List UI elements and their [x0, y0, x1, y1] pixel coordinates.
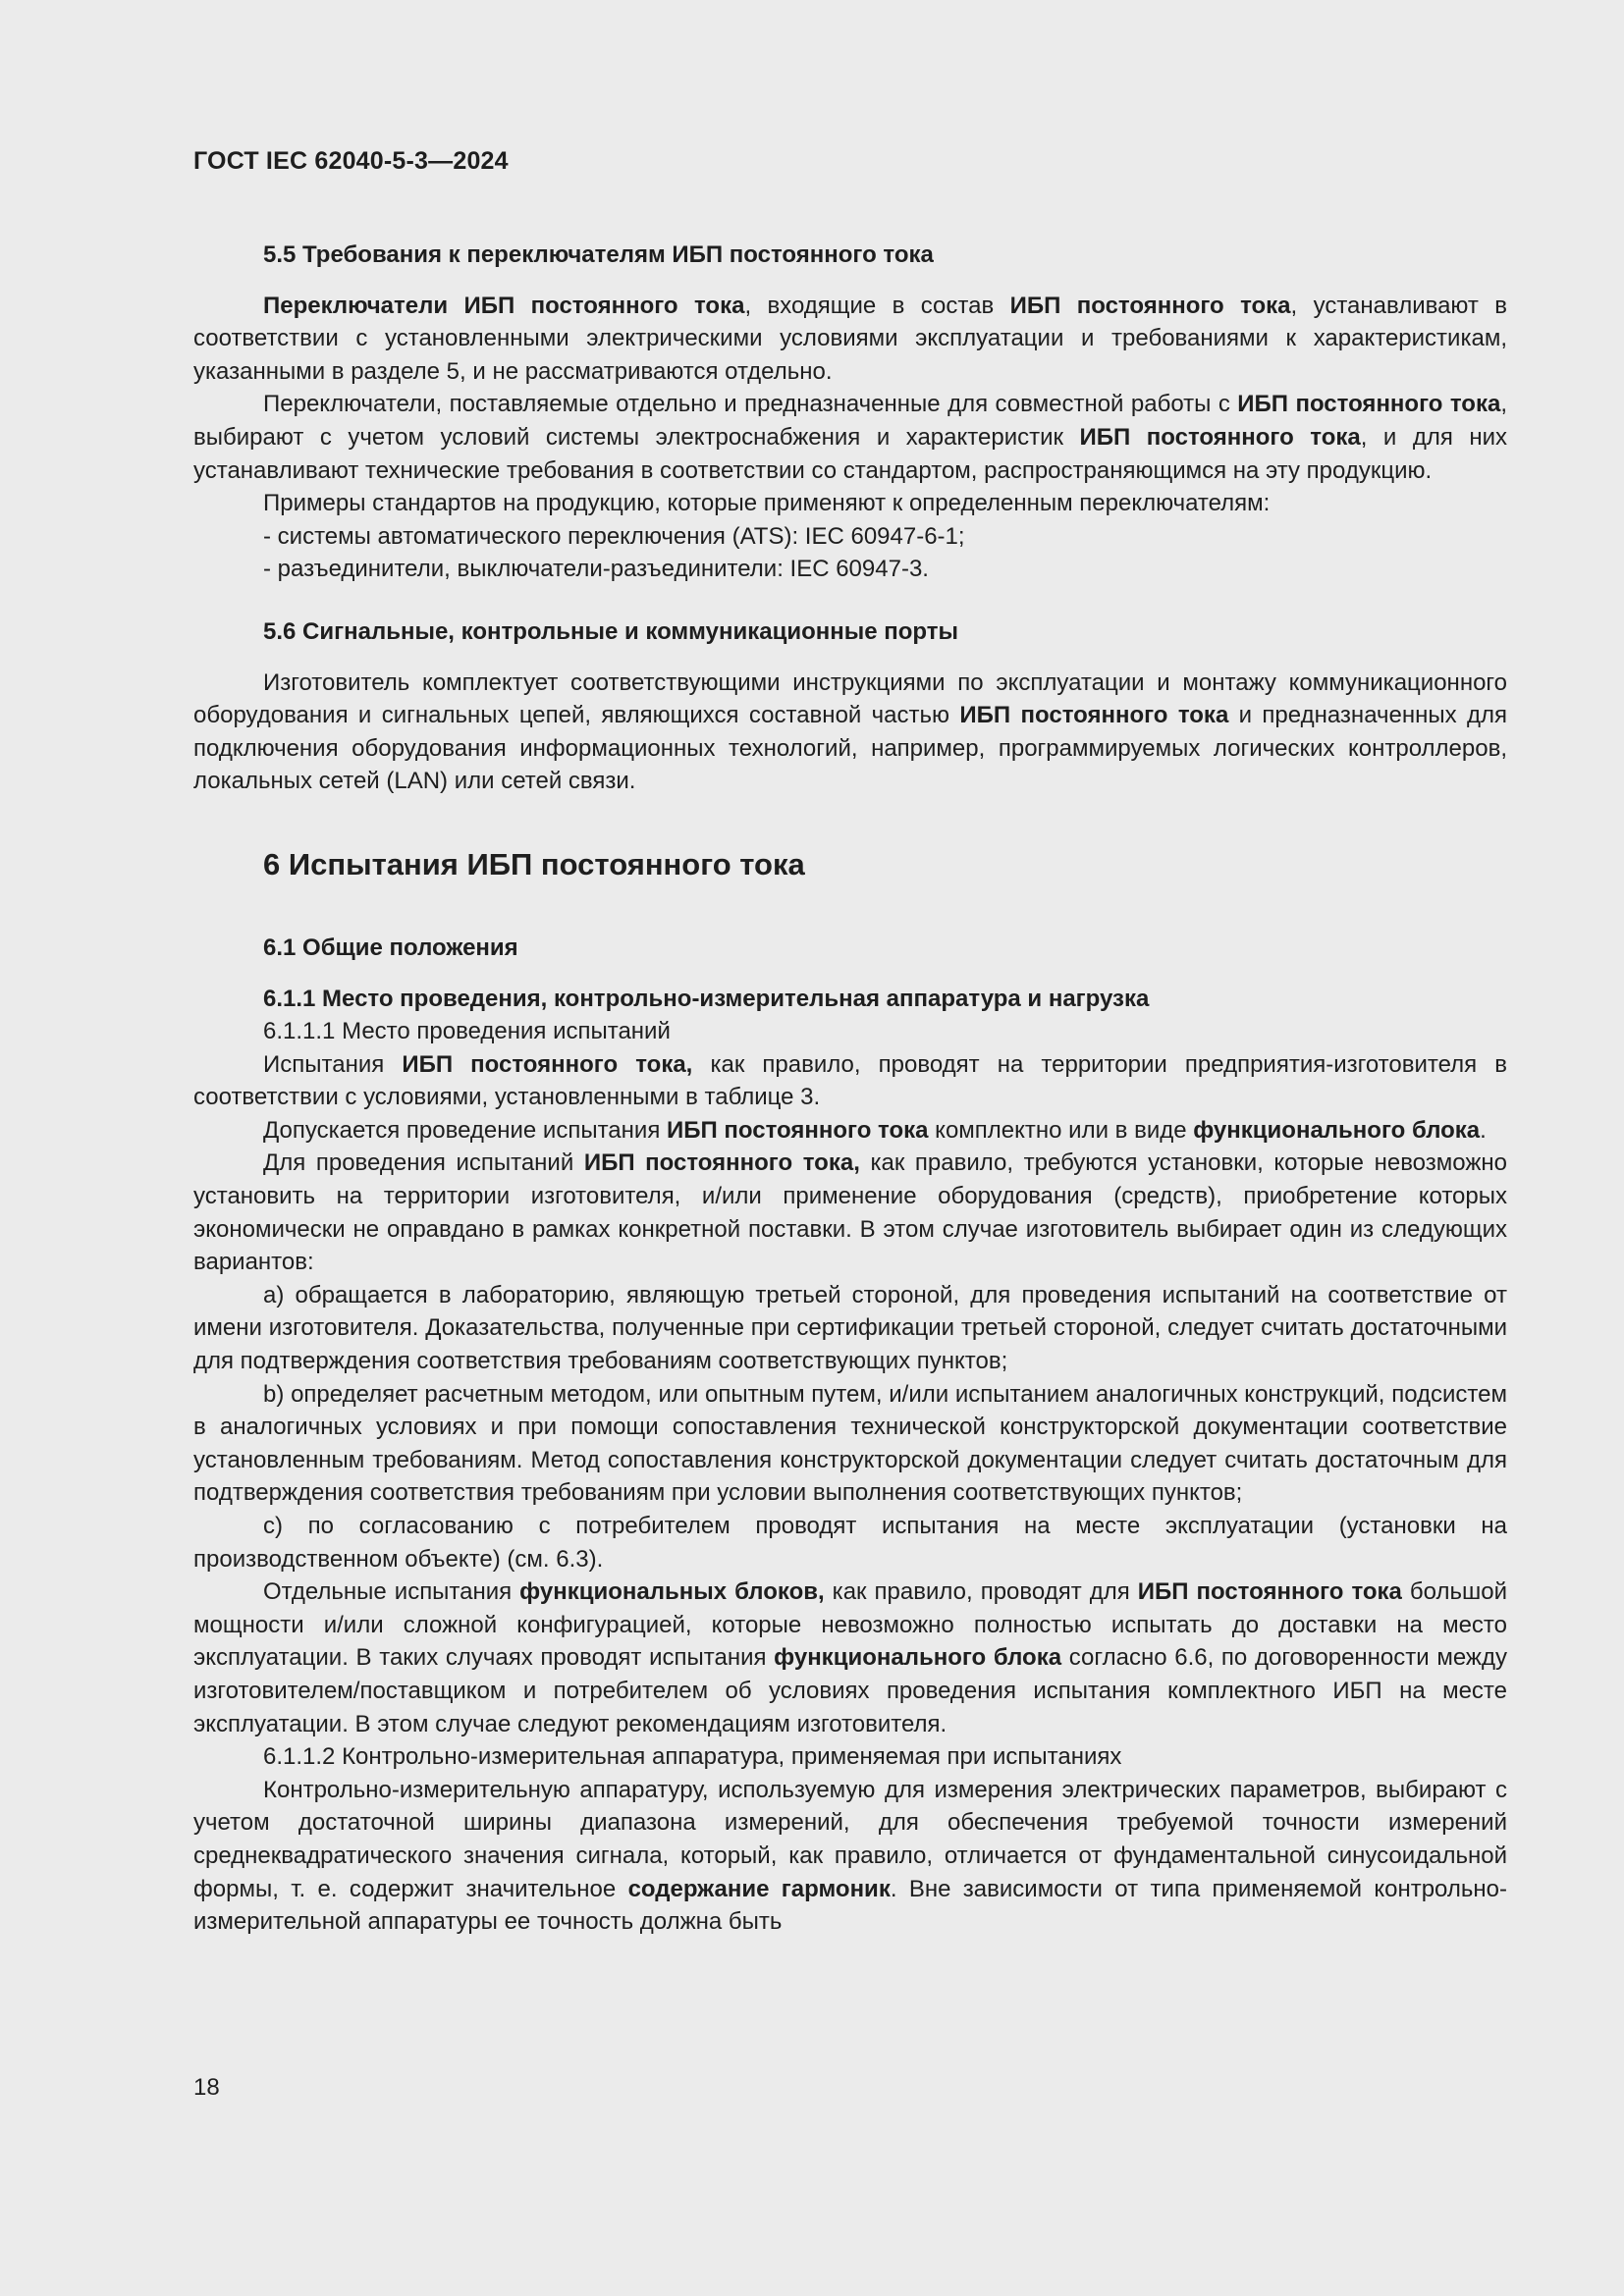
section-6-1-1-heading: 6.1.1 Место проведения, контрольно-измерительная аппаратура и нагрузка — [263, 985, 1150, 1012]
document-body — [193, 221, 1507, 1939]
bold-term: содержание гармоник — [627, 1875, 891, 1902]
text-run: , выбирают с учетом условий системы электроснабжения и характеристик — [193, 391, 1507, 451]
section-6-1-1-2-heading: 6.1.1.2 Контрольно-измерительная аппаратура, применяемая при испытаниях — [263, 1743, 1122, 1771]
document-header: ГОСТ IEC 62040-5-3—2024 — [193, 147, 509, 175]
text-run: . — [1480, 1116, 1487, 1144]
paragraph — [193, 290, 1507, 389]
paragraph: Примеры стандартов на продукцию, которые применяют к определенным переключателям: — [263, 490, 1271, 517]
paragraph — [193, 1147, 1507, 1278]
text-run: , устанавливают в соответствии с установленными электрическими условиями эксплуатации и требованиями к характеристикам, указанными в разделе 5, и не рассматриваются отдельно. — [193, 292, 1508, 385]
bold-term: ИБП постоянного тока — [959, 702, 1229, 729]
section-5-6-heading: 5.6 Сигнальные, контрольные и коммуникационные порты — [263, 617, 958, 645]
list-item: - системы автоматического переключения (ATS): IEC 60947-6-1; — [263, 522, 965, 550]
bold-term: Переключатели ИБП постоянного тока — [263, 292, 745, 319]
text-run: Испытания — [263, 1050, 403, 1078]
text-run: , входящие в состав — [744, 292, 1010, 319]
section-5-5-heading: 5.5 Требования к переключателям ИБП постоянного тока — [263, 241, 934, 268]
bold-term: ИБП постоянного тока — [1137, 1578, 1402, 1606]
section-6-1-heading: 6.1 Общие положения — [263, 934, 518, 961]
list-item-b: b) определяет расчетным методом, или опытным путем, и/или испытанием аналогичных конструкций, подсистем в аналогичных условиях и при помощи сопоставления технической конструкторской документации соответствие установленным требованиям. Метод сопоставления конструкторской документации следует считать достаточным для подтверждения соответствия требованиям при условии выполнения соответствующих пунктов; — [193, 1380, 1507, 1507]
paragraph — [193, 667, 1507, 798]
text-run: Отдельные испытания — [263, 1578, 520, 1606]
text-run: Изготовитель комплектует соответствующими инструкциями по эксплуатации и монтажу коммуникационного оборудования и сигнальных цепей, являющихся составной частью — [193, 668, 1507, 729]
text-run: как правило, проводят для — [824, 1578, 1138, 1606]
bold-term: функционального блока — [1193, 1116, 1481, 1144]
text-run: как правило, требуются установки, которые невозможно установить на территории изготовителя, и/или применение оборудования (средств), приобретение которых экономически не оправдано в рамках конкретной поставки. В этом случае изготовитель выбирает один из следующих вариантов: — [193, 1149, 1507, 1276]
paragraph — [193, 1774, 1507, 1939]
bold-term: ИБП постоянного тока, — [402, 1050, 693, 1078]
bold-term: ИБП постоянного тока — [1079, 423, 1361, 451]
text-run: согласно 6.6, по договоренности между изготовителем/поставщиком и потребителем об условиях проведения испытания комплектного ИБП на месте эксплуатации. В этом случае следуют рекомендациям изготовителя. — [193, 1644, 1507, 1737]
text-run: , и для них устанавливают технические требования в соответствии со стандартом, распространяющимся на эту продукцию. — [193, 423, 1507, 484]
text-run: и предназначенных для подключения оборудования информационных технологий, например, программируемых логических контроллеров, локальных сетей (LAN) или сетей связи. — [193, 702, 1507, 795]
paragraph — [193, 1114, 1507, 1148]
paragraph — [193, 388, 1507, 487]
text-run: Для проведения испытаний — [263, 1149, 584, 1177]
bold-term: функционального блока — [774, 1644, 1062, 1672]
text-run: большой мощности и/или сложной конфигурацией, которые невозможно полностью испытать до доставки на место эксплуатации. В таких случаях проводят испытания — [193, 1578, 1507, 1672]
text-run: Допускается проведение испытания — [263, 1116, 667, 1144]
section-6-heading: 6 Испытания ИБП постоянного тока — [263, 846, 805, 881]
list-item-c: с) по согласованию с потребителем проводят испытания на месте эксплуатации (установки на производственном объекте) (см. 6.3). — [193, 1513, 1507, 1573]
text-run: Контрольно-измерительную аппаратуру, используемую для измерения электрических параметров, выбирают с учетом достаточной ширины диапазона измерений, для обеспечения требуемой точности измерений среднеквадратического значения сигнала, который, как правило, отличается от фундаментальной синусоидальной формы, т. е. содержит значительное — [193, 1776, 1507, 1902]
text-run: комплектно или в виде — [928, 1116, 1194, 1144]
text-run: . Вне зависимости от типа применяемой контрольно-измерительной аппаратуры ее точность должна быть — [193, 1875, 1507, 1936]
bold-term: ИБП постоянного тока, — [583, 1149, 860, 1177]
paragraph — [193, 1048, 1507, 1114]
paragraph — [193, 1575, 1507, 1740]
list-item: - разъединители, выключатели-разъединители: IEC 60947-3. — [263, 556, 929, 583]
bold-term: ИБП постоянного тока — [666, 1116, 929, 1144]
section-6-1-1-1-heading: 6.1.1.1 Место проведения испытаний — [263, 1018, 671, 1045]
text-run: Переключатели, поставляемые отдельно и предназначенные для совместной работы с — [263, 391, 1238, 418]
text-run: как правило, проводят на территории предприятия-изготовителя в соответствии с условиями, установленными в таблице 3. — [193, 1050, 1508, 1111]
bold-term: ИБП постоянного тока — [1237, 391, 1501, 418]
bold-term: функциональных блоков, — [519, 1578, 825, 1606]
list-item-a: а) обращается в лабораторию, являющую третьей стороной, для проведения испытаний на соответствие от имени изготовителя. Доказательства, полученные при сертификации третьей стороной, следует считать достаточными для подтверждения соответствия требованиям соответствующих пунктов; — [193, 1281, 1507, 1375]
page-number: 18 — [193, 2074, 220, 2101]
bold-term: ИБП постоянного тока — [1009, 292, 1291, 319]
